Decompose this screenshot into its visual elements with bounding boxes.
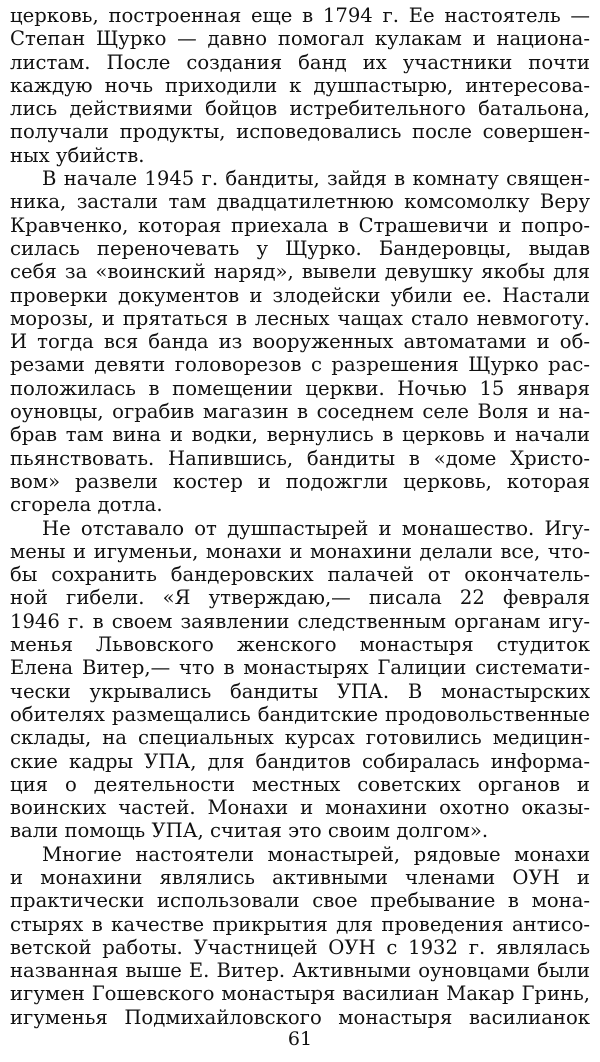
text-line: Степан Щурко — давно помогал кулакам и национа- bbox=[10, 27, 590, 51]
text-line: листам. После создания банд их участники почти bbox=[10, 50, 590, 74]
text-line: ские кадры УПА, для бандитов собиралась информа- bbox=[10, 749, 590, 773]
body-text bbox=[10, 4, 590, 1029]
text-line: проверки документов и злодейски убили ее. Настали bbox=[10, 283, 590, 307]
text-line: мены и игуменьи, монахи и монахини делали все, что- bbox=[10, 539, 590, 563]
page-number: 61 bbox=[287, 1028, 313, 1050]
text-line: стырях в качестве прикрытия для проведения антисо- bbox=[10, 912, 590, 936]
text-line: получали продукты, исповедовались после совершен- bbox=[10, 120, 590, 144]
text-line: чески укрывались бандиты УПА. В монастырских bbox=[10, 679, 590, 703]
text-line: морозы, и прятаться в лесных чащах стало невмоготу. bbox=[10, 306, 590, 330]
text-line: оуновцы, ограбив магазин в соседнем селе Воля и на- bbox=[10, 400, 590, 424]
text-line: сгорела дотла. bbox=[10, 493, 163, 517]
text-line: вом» развели костер и подожгли церковь, которая bbox=[10, 469, 590, 493]
text-line: названная выше Е. Витер. Активными оуновцами были bbox=[10, 959, 590, 983]
text-line: и монахини являлись активными членами ОУН и bbox=[10, 865, 590, 889]
text-line: ной гибели. «Я утверждаю,— писала 22 февраля bbox=[10, 586, 590, 610]
text-line: брав там вина и водки, вернулись в церковь и начали bbox=[10, 423, 590, 447]
text-line: резами девяти головорезов с разрешения Щурко рас- bbox=[10, 353, 590, 377]
text-line: Не отставало от душпастырей и монашество. Игу- bbox=[42, 516, 590, 540]
text-line: игумен Гошевского монастыря василиан Макар Гринь, bbox=[10, 982, 590, 1006]
text-line: положилась в помещении церкви. Ночью 15 января bbox=[10, 376, 590, 400]
text-line: практически использовали свое пребывание в мона- bbox=[10, 889, 590, 913]
text-line: менья Львовского женского монастыря студиток bbox=[10, 633, 590, 657]
text-line: Многие настоятели монастырей, рядовые монахи bbox=[42, 842, 590, 866]
text-line: обителях размещались бандитские продовольственные bbox=[10, 702, 590, 726]
text-line: 1946 г. в своем заявлении следственным органам игу- bbox=[10, 609, 590, 633]
text-line: Кравченко, которая приехала в Страшевичи и попро- bbox=[10, 213, 590, 237]
text-line: игуменья Подмихайловского монастыря василианок bbox=[10, 1005, 590, 1029]
text-line: церковь, построенная еще в 1794 г. Ее настоятель — bbox=[10, 4, 590, 27]
text-line: воинских частей. Монахи и монахини охотно оказы- bbox=[10, 796, 590, 820]
text-line: лись действиями бойцов истребительного батальона, bbox=[10, 97, 590, 121]
text-line: И тогда вся банда из вооруженных автоматами и об- bbox=[10, 330, 590, 354]
text-line: каждую ночь приходили к душпастырю, интересова- bbox=[10, 73, 590, 97]
text-line: Елена Витер,— что в монастырях Галиции системати- bbox=[10, 656, 590, 680]
text-line: бы сохранить бандеровских палачей от окончатель- bbox=[10, 563, 590, 587]
text-line: ция о деятельности местных советских органов и bbox=[10, 772, 590, 796]
text-line: В начале 1945 г. бандиты, зайдя в комнату священ- bbox=[42, 167, 590, 191]
text-line: ветской работы. Участницей ОУН с 1932 г. являлась bbox=[10, 935, 590, 959]
text-line: ных убийств. bbox=[10, 143, 145, 167]
text-line: себя за «воинский наряд», вывели девушку якобы для bbox=[10, 260, 590, 284]
text-line: ника, застали там двадцатилетнюю комсомолку Веру bbox=[10, 190, 590, 214]
text-line: силась переночевать у Щурко. Бандеровцы, выдав bbox=[10, 236, 590, 260]
text-line: склады, на специальных курсах готовились медицин- bbox=[10, 726, 590, 750]
text-line: пьянствовать. Напившись, бандиты в «доме Христо- bbox=[10, 446, 590, 470]
text-line: вали помощь УПА, считая это своим долгом». bbox=[10, 819, 489, 843]
